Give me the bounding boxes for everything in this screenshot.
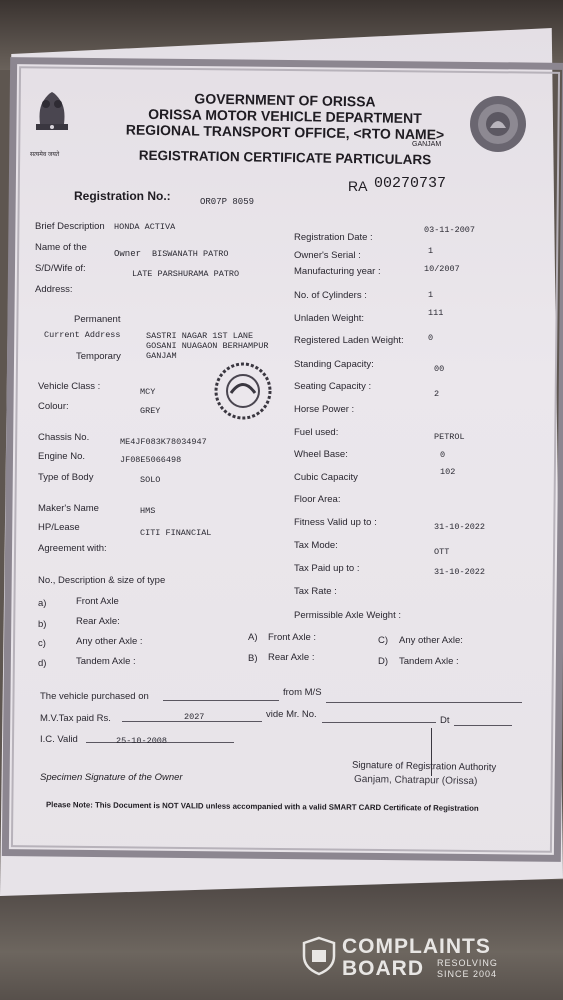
weight-d: D) <box>378 656 389 667</box>
floor-area-label: Floor Area: <box>294 494 341 505</box>
header-line-1: GOVERNMENT OF ORISSA <box>194 90 376 110</box>
permanent-label: Permanent <box>74 314 121 325</box>
from-ms-line <box>326 702 522 703</box>
axle-c: c) <box>38 638 46 649</box>
brief-description-value: HONDA ACTIVA <box>114 222 176 232</box>
colour-value: GREY <box>140 406 161 416</box>
axle-other: Any other Axle : <box>76 636 143 647</box>
laden-label: Registered Laden Weight: <box>294 335 404 346</box>
from-ms-label: from M/S <box>283 687 322 698</box>
mfg-year-value: 10/2007 <box>424 264 460 274</box>
wheel-base-value: 0 <box>440 450 446 460</box>
axle-d: d) <box>38 658 47 669</box>
weight-c: C) <box>378 635 389 646</box>
watermark-tag-1: RESOLVING <box>437 958 498 968</box>
rubber-stamp-icon <box>214 362 272 420</box>
owner-value: BISWANATH PATRO <box>152 249 229 259</box>
engine-value: JF08E5066498 <box>120 455 182 465</box>
axle-tandem: Tandem Axle : <box>76 656 136 667</box>
tax-rate-label: Tax Rate : <box>294 586 337 597</box>
vehicle-class-value: MCY <box>140 387 156 397</box>
hp-lease-label: HP/Lease <box>38 522 80 533</box>
seating-value: 2 <box>434 389 440 399</box>
fuel-value: PETROL <box>434 432 465 442</box>
brief-description-label: Brief Description <box>35 221 105 232</box>
axle-front: Front Axle <box>76 596 119 607</box>
engine-label: Engine No. <box>38 451 86 462</box>
watermark-tag-2: SINCE 2004 <box>437 969 498 979</box>
weight-other: Any other Axle: <box>399 635 463 646</box>
cylinders-value: 1 <box>428 290 434 300</box>
weight-front: Front Axle : <box>268 632 317 643</box>
watermark-line-2: BOARD <box>342 957 424 980</box>
tax-mode-label: Tax Mode: <box>294 540 338 551</box>
standing-value: 00 <box>434 364 445 374</box>
unladen-value: 111 <box>428 308 444 318</box>
colour-label: Colour: <box>38 401 69 412</box>
national-emblem-icon <box>30 88 74 148</box>
owner-label: Owner <box>114 249 142 259</box>
mv-tax-label: M.V.Tax paid Rs. <box>40 713 111 724</box>
agreement-label: Agreement with: <box>38 543 107 554</box>
watermark-line-1: COMPLAINTS <box>342 935 491 958</box>
sdw-value: LATE PARSHURAMA PATRO <box>132 269 240 279</box>
tax-paid-value: 31-10-2022 <box>434 567 486 577</box>
validity-note: Please Note: This Document is NOT VALID unless accompanied with a valid SMART CARD Certificate of Registration <box>45 800 479 813</box>
horse-power-label: Horse Power : <box>294 404 355 415</box>
weight-tandem: Tandem Axle : <box>399 656 459 667</box>
dt-label: Dt <box>440 715 450 726</box>
complaints-board-shield-icon <box>302 936 336 976</box>
temporary-label: Temporary <box>76 351 121 362</box>
mv-tax-value: 2027 <box>184 712 205 722</box>
ra-number: 00270737 <box>374 175 447 192</box>
header-line-3: REGIONAL TRANSPORT OFFICE, <RTO NAME> <box>125 121 445 143</box>
purchased-on-label: The vehicle purchased on <box>40 691 149 702</box>
cubic-label: Cubic Capacity <box>294 472 358 483</box>
axle-rear: Rear Axle: <box>76 616 120 627</box>
chassis-value: ME4JF083K78034947 <box>120 437 207 447</box>
body-label: Type of Body <box>38 472 94 483</box>
standing-label: Standing Capacity: <box>294 359 374 370</box>
address-line-1: SASTRI NAGAR 1ST LANE <box>146 331 254 341</box>
wheel-base-label: Wheel Base: <box>294 449 348 460</box>
authority-place: Ganjam, Chatrapur (Orissa) <box>353 773 478 788</box>
emblem-caption: सत्यमेव जयते <box>30 152 60 158</box>
weight-rear: Rear Axle : <box>268 652 315 663</box>
authority-label: Signature of Registration Authority <box>351 759 497 774</box>
axle-b: b) <box>38 619 47 630</box>
cylinders-label: No. of Cylinders : <box>294 290 367 301</box>
ic-valid-value: 25-10-2008 <box>116 736 168 746</box>
ra-prefix: RA <box>348 178 368 194</box>
body-value: SOLO <box>140 475 161 485</box>
hp-lease-value: CITI FINANCIAL <box>140 528 212 538</box>
fuel-label: Fuel used: <box>294 427 339 438</box>
unladen-label: Unladen Weight: <box>294 313 365 324</box>
ic-valid-label: I.C. Valid <box>40 734 78 745</box>
certificate-title: REGISTRATION CERTIFICATE PARTICULARS <box>138 147 432 168</box>
fitness-label: Fitness Valid up to : <box>294 517 377 528</box>
owner-serial-value: 1 <box>428 246 434 256</box>
axle-title: No., Description & size of type <box>38 575 166 586</box>
vide-mr-label: vide Mr. No. <box>266 709 317 720</box>
mfg-year-label: Manufacturing year : <box>294 266 381 277</box>
weight-b: B) <box>248 653 258 664</box>
dt-line <box>454 725 512 726</box>
tax-mode-value: OTT <box>434 547 450 557</box>
vehicle-class-label: Vehicle Class : <box>38 381 101 392</box>
vide-mr-line <box>322 722 436 723</box>
registration-label: Registration No.: <box>74 189 171 203</box>
registration-value: OR07P 8059 <box>200 197 255 207</box>
tax-paid-label: Tax Paid up to : <box>294 563 360 574</box>
header-line-2: ORISSA MOTOR VEHICLE DEPARTMENT <box>148 105 422 127</box>
fitness-value: 31-10-2022 <box>434 522 486 532</box>
axle-weight-label: Permissible Axle Weight : <box>294 610 402 621</box>
purchased-on-line <box>163 700 279 701</box>
owner-signature-label: Specimen Signature of the Owner <box>40 772 183 783</box>
owner-serial-label: Owner's Serial : <box>294 250 361 261</box>
weight-a: A) <box>248 632 258 643</box>
current-address-label: Current Address <box>44 330 121 340</box>
address-label: Address: <box>35 284 73 295</box>
name-label: Name of the <box>35 242 87 253</box>
laden-value: 0 <box>428 333 434 343</box>
axle-a: a) <box>38 598 47 609</box>
address-line-3: GANJAM <box>146 351 177 361</box>
address-line-2: GOSANI NUAGAON BERHAMPUR <box>146 341 269 351</box>
reg-date-label: Registration Date : <box>294 232 373 243</box>
cubic-value: 102 <box>440 467 456 477</box>
rto-name: GANJAM <box>412 141 442 148</box>
reg-date-value: 03-11-2007 <box>424 225 476 235</box>
seating-label: Seating Capacity : <box>294 381 372 392</box>
sdw-label: S/D/Wife of: <box>35 263 86 274</box>
maker-label: Maker's Name <box>38 503 99 514</box>
maker-value: HMS <box>140 506 156 516</box>
chassis-label: Chassis No. <box>38 432 90 443</box>
